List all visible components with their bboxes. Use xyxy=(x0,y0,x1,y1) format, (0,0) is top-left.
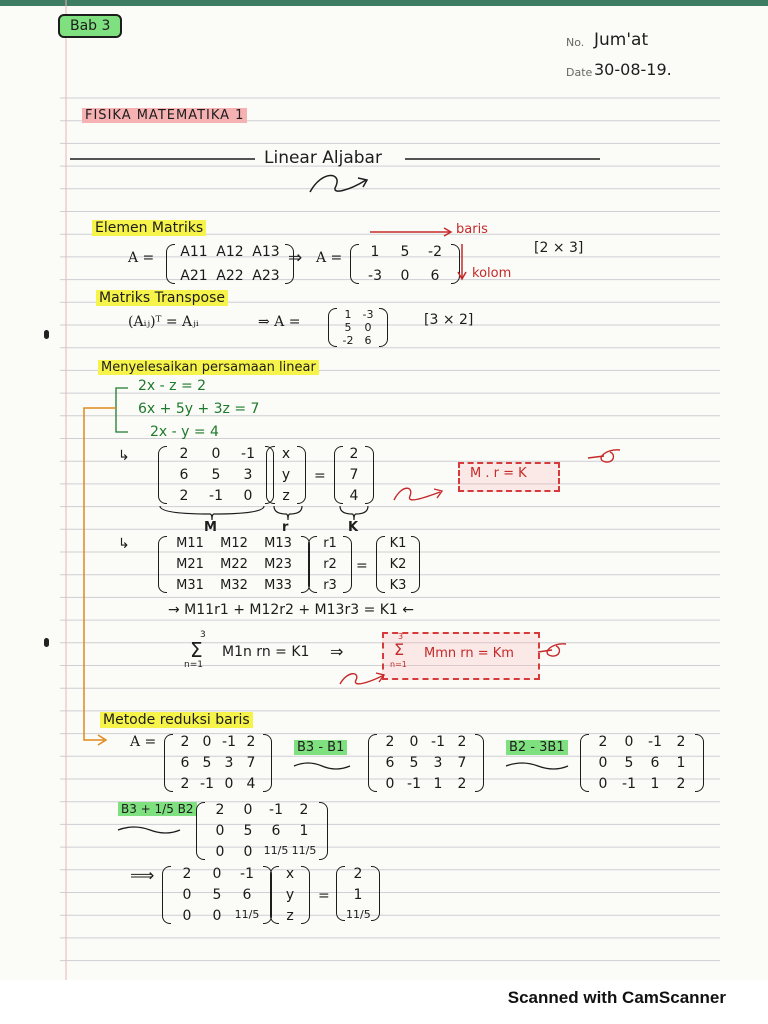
vars-vector: x y z xyxy=(276,446,296,504)
baris-label: baris xyxy=(456,222,488,237)
rhs-vector: 2 7 4 xyxy=(344,446,364,504)
size-label: [2 × 3] xyxy=(534,240,584,256)
row-op-2 xyxy=(506,740,568,755)
sum-upper-limit: 3 xyxy=(200,630,206,640)
row-op-3-text: B3 + 1/5 B2 xyxy=(118,802,197,816)
matrix-row: A11 A12 A13 xyxy=(180,244,280,260)
sum-arrow: ⇒ xyxy=(330,642,344,661)
matrix-row: 2 0 -1 xyxy=(179,446,255,462)
final-vars-vector: x y z xyxy=(280,866,300,924)
matrix-step-1 xyxy=(174,734,262,792)
matrix-row: 2 -1 0 xyxy=(179,488,253,504)
general-vars-vector: r1 r2 r3 xyxy=(318,536,342,593)
sum-formula: M1n rn = K1 xyxy=(222,644,310,660)
red-arrows xyxy=(384,440,634,510)
final-coef-matrix xyxy=(172,866,262,924)
matrix-row: 0 -1 1 2 xyxy=(598,776,686,792)
matrix-row: A21 A22 A23 xyxy=(180,268,280,284)
transpose-matrix xyxy=(338,308,378,347)
matrix-row: 1 -3 xyxy=(344,308,374,321)
matrix-row: 0 5 6 xyxy=(182,887,252,903)
matrix-row: 2 0 -1 2 xyxy=(180,734,256,750)
date-value: 30-08-19. xyxy=(594,60,672,79)
matrix-row: 6 5 3 7 xyxy=(180,755,256,771)
persamaan-heading-text: Menyelesaikan persamaan linear xyxy=(98,360,319,375)
matrix-step-4 xyxy=(206,802,318,860)
arrow-marker: ↳ xyxy=(118,448,130,464)
matrix-row: 2 0 -1 2 xyxy=(598,734,686,750)
elemen-matriks-heading xyxy=(92,220,206,236)
sigma-icon: Σ xyxy=(190,638,203,662)
binder-hole xyxy=(44,330,49,339)
equation-1: 2x - z = 2 xyxy=(138,378,207,394)
matrix-row: 2 0 -1 2 xyxy=(385,734,467,750)
equals-sign: = xyxy=(314,468,326,484)
elemen-lhs: A = xyxy=(128,250,155,266)
boxed-sum-upper: 3 xyxy=(398,632,404,641)
scanner-watermark: Scanned with CamScanner xyxy=(507,988,726,1007)
equation-2: 6x + 5y + 3z = 7 xyxy=(138,401,260,417)
boxed-sigma-icon: Σ xyxy=(394,640,405,659)
matrix-row: 1 5 -2 xyxy=(370,244,442,260)
sum-lower-limit: n=1 xyxy=(184,660,203,670)
final-equals-sign: = xyxy=(318,888,330,904)
matrix-row: 6 5 3 7 xyxy=(385,755,467,771)
coef-matrix xyxy=(168,446,264,504)
matrix-row: M31 M32 M33 xyxy=(176,578,292,593)
final-arrow: ⟹ xyxy=(130,866,155,886)
matrix-row: 0 0 11/5 xyxy=(182,908,260,924)
implies-arrow: ⇒ xyxy=(288,248,303,268)
course-title-text: FISIKA MATEMATIKA 1 xyxy=(82,108,247,123)
transpose-arrow: ⇒ A = xyxy=(258,314,301,330)
label-M: M xyxy=(204,520,217,535)
matrix-row: 2 0 -1 2 xyxy=(215,802,309,818)
kolom-label: kolom xyxy=(472,266,512,281)
transpose-size: [3 × 2] xyxy=(424,312,474,328)
reduksi-heading xyxy=(100,712,253,728)
binder-hole xyxy=(44,638,49,647)
no-label: No. xyxy=(566,36,585,49)
matrix-step-3 xyxy=(590,734,694,792)
matrix-step-2 xyxy=(378,734,474,792)
boxed-sum-formula: Mmn rn = Km xyxy=(424,646,514,661)
matrix-row: 0 5 6 1 xyxy=(215,823,309,839)
squiggle xyxy=(292,760,352,772)
general-coef-matrix xyxy=(168,536,300,593)
elemen-matriks-heading-text: Elemen Matriks xyxy=(92,220,206,236)
row-op-3 xyxy=(118,802,197,816)
transpose-heading-text: Matriks Transpose xyxy=(96,290,228,306)
date-label: Date xyxy=(566,66,593,79)
matrix-row: 0 -1 1 2 xyxy=(385,776,467,792)
squiggle xyxy=(116,824,182,836)
general-rhs-vector: K1 K2 K3 xyxy=(386,536,410,593)
chapter-badge: Bab 3 xyxy=(58,14,122,38)
scanner-footer xyxy=(0,980,768,1024)
label-r: r xyxy=(282,520,289,535)
reduksi-heading-text: Metode reduksi baris xyxy=(100,712,253,728)
persamaan-heading xyxy=(98,360,319,375)
boxed-equation-text: M . r = K xyxy=(470,466,527,481)
matrix-row: 0 0 11/5 11/5 xyxy=(215,844,317,860)
expansion-line: → M11r1 + M12r2 + M13r3 = K1 ← xyxy=(168,602,415,618)
matrix-row: -3 0 6 xyxy=(368,268,440,284)
arrow-marker: ↳ xyxy=(118,536,130,552)
row-op-1-text: B3 - B1 xyxy=(294,740,347,755)
example-lhs: A = xyxy=(316,250,343,266)
transpose-heading xyxy=(96,290,228,306)
bracket-lines xyxy=(76,384,146,754)
matrix-row: 0 5 6 1 xyxy=(598,755,686,771)
squiggle xyxy=(504,760,570,772)
equals-sign: = xyxy=(356,558,368,574)
matrix-row: M11 M12 M13 xyxy=(176,536,292,551)
row-op-2-text: B2 - 3B1 xyxy=(506,740,568,755)
row-op-1 xyxy=(294,740,347,755)
matrix-row: 2 -1 0 4 xyxy=(180,776,256,792)
transpose-formula: (Aᵢⱼ)ᵀ = Aⱼᵢ xyxy=(128,314,199,330)
no-value: Jum'at xyxy=(594,30,649,50)
boxed-sum-lower: n=1 xyxy=(390,660,407,669)
matrix-row: 6 5 3 xyxy=(179,467,253,483)
general-matrix xyxy=(176,244,284,284)
final-rhs-vector: 2 1 11/5 xyxy=(346,866,370,921)
matrix-row: 2 0 -1 xyxy=(182,866,254,882)
red-arrows-2 xyxy=(330,632,580,692)
equation-3: 2x - y = 4 xyxy=(150,424,219,440)
matrix-row: -2 6 xyxy=(342,334,372,347)
matrix-row: 5 0 xyxy=(344,321,372,334)
matrix-row: M21 M22 M23 xyxy=(176,557,292,572)
label-K: K xyxy=(348,520,359,535)
course-title xyxy=(82,108,247,123)
section-title: Linear Aljabar xyxy=(264,148,382,168)
reduksi-lhs: A = xyxy=(130,734,157,750)
